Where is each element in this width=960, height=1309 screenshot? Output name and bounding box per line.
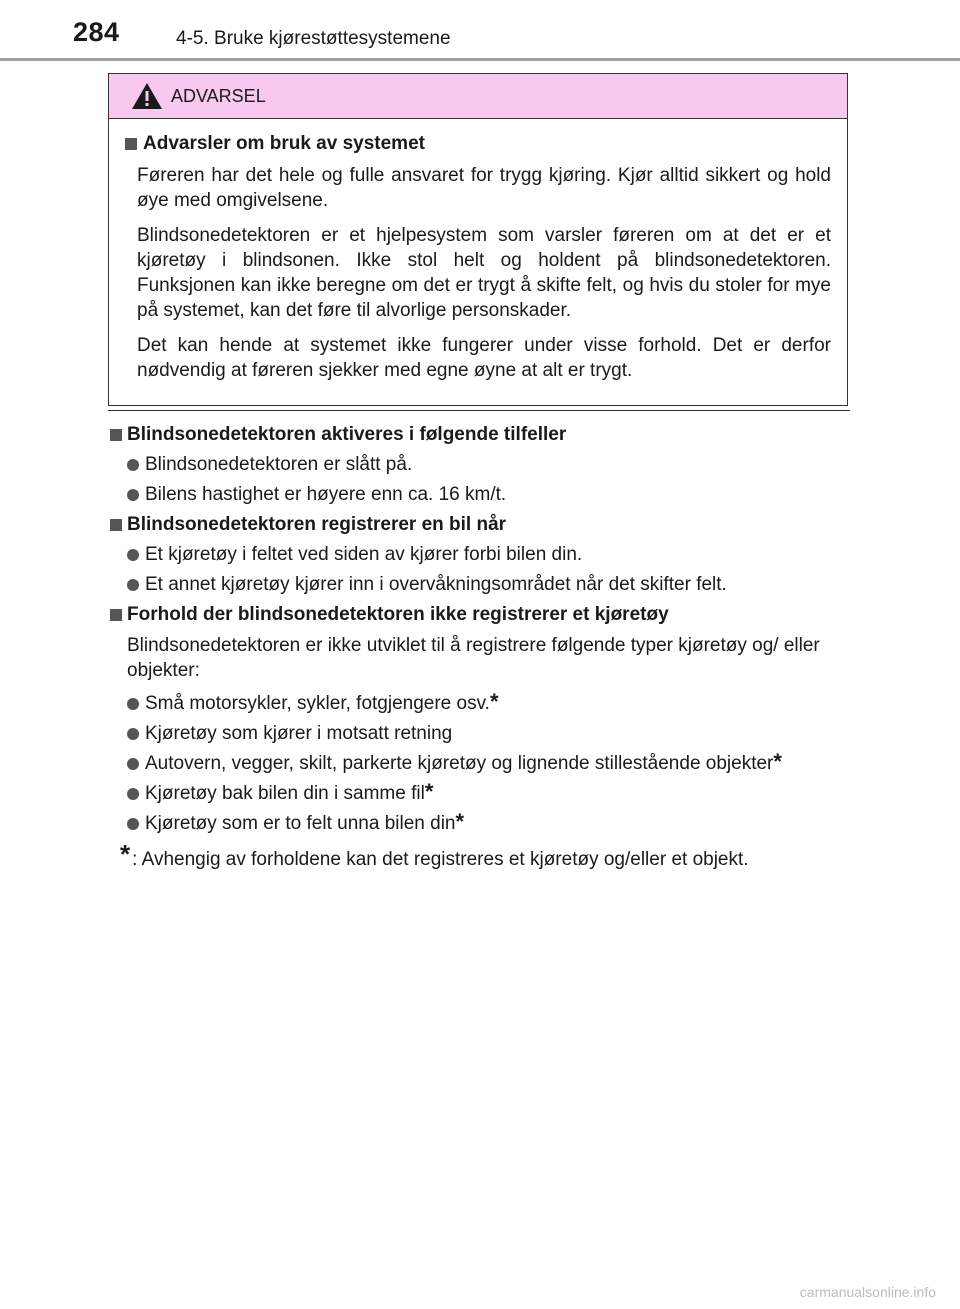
round-bullet-icon (127, 459, 139, 471)
warning-box (108, 73, 848, 406)
section-heading (110, 420, 850, 450)
list-item-text: Kjøretøy som er to felt unna bilen din (145, 813, 456, 834)
list-item-text: Kjøretøy bak bilen din i samme fil (145, 783, 425, 804)
footnote (110, 839, 850, 871)
footnote-mark: * (120, 839, 131, 869)
list-item-text: Autovern, vegger, skilt, parkerte kjøretøy og lignende stillestående objekter (145, 753, 774, 774)
list-item: Små motorsykler, sykler, fotgjengere osv. * (110, 689, 850, 719)
warning-header (109, 74, 847, 119)
list-item (110, 540, 850, 570)
warning-label: ADVARSEL (171, 86, 266, 106)
round-bullet-icon (127, 698, 139, 710)
list-item-text: Et annet kjøretøy kjører inn i overvåkningsområdet når det skifter felt. (145, 574, 727, 595)
square-bullet-icon (110, 609, 122, 621)
section-heading-text: Forhold der blindsonedetektoren ikke registrerer et kjøretøy (127, 604, 669, 625)
list-item-text: Et kjøretøy i feltet ved siden av kjører forbi bilen din. (145, 544, 583, 565)
list-item-text: Blindsonedetektoren er slått på. (145, 454, 413, 475)
list-item: Kjøretøy som er to felt unna bilen din * (110, 809, 850, 839)
round-bullet-icon (127, 758, 139, 770)
warning-paragraph: Det kan hende at systemet ikke fungerer under visse forhold. Det er derfor nødvendig at føreren sjekker med egne øyne at alt er trygt. (137, 335, 831, 381)
page-number: 284 (73, 17, 120, 47)
round-bullet-icon (127, 489, 139, 501)
warning-body (109, 119, 847, 405)
list-item: Kjøretøy bak bilen din i samme fil * (110, 779, 850, 809)
warning-heading-text: Advarsler om bruk av systemet (143, 133, 425, 154)
round-bullet-icon (127, 579, 139, 591)
section-title: 4-5. Bruke kjørestøttesystemene (176, 28, 451, 49)
body-rule (108, 410, 850, 411)
list-item (110, 450, 850, 480)
warning-paragraph: Føreren har det hele og fulle ansvaret for trygg kjøring. Kjør alltid sikkert og hold øye med omgivelsene. (137, 165, 831, 211)
list-item-text: Bilens hastighet er høyere enn ca. 16 km/t. (145, 484, 507, 505)
watermark: carmanualsonline.info (799, 1284, 936, 1300)
list-item-text: Kjøretøy som kjører i motsatt retning (145, 723, 453, 744)
section-heading (110, 510, 850, 540)
section-heading-text: Blindsonedetektoren registrerer en bil når (127, 514, 507, 535)
round-bullet-icon (127, 549, 139, 561)
list-item: Autovern, vegger, skilt, parkerte kjøretøy og lignende stillestående objekter * (110, 749, 850, 779)
warning-heading (125, 133, 831, 155)
list-item (110, 480, 850, 510)
section-intro: Blindsonedetektoren er ikke utviklet til å registrere følgende typer kjøretøy og/ eller objekter: (127, 635, 820, 681)
square-bullet-icon (110, 519, 122, 531)
warning-paragraph: Blindsonedetektoren er et hjelpesystem som varsler føreren om at det er et kjøretøy i blindsonen. Ikke stol helt og holdent på blindsonedetektoren. Funksjonen kan ikke beregne om det er trygt å skifte felt, og hvis du stoler for mye på systemet, kan det føre til alvorlige personskader. (137, 225, 831, 321)
round-bullet-icon (127, 818, 139, 830)
square-bullet-icon (110, 429, 122, 441)
header-rule (0, 58, 960, 61)
section-heading-text: Blindsonedetektoren aktiveres i følgende tilfeller (127, 424, 567, 445)
section-detection (110, 510, 850, 600)
warning-triangle-icon (131, 82, 163, 110)
content (110, 420, 850, 871)
list-item (110, 570, 850, 600)
list-item (110, 719, 850, 749)
square-bullet-icon (125, 138, 137, 150)
list-item-text: Små motorsykler, sykler, fotgjengere osv. (145, 693, 490, 714)
section-heading (110, 600, 850, 630)
round-bullet-icon (127, 788, 139, 800)
round-bullet-icon (127, 728, 139, 740)
section-activation (110, 420, 850, 510)
footnote-text: : Avhengig av forholdene kan det registreres et kjøretøy og/eller et objekt. (132, 849, 749, 870)
section-limitations (110, 600, 850, 839)
